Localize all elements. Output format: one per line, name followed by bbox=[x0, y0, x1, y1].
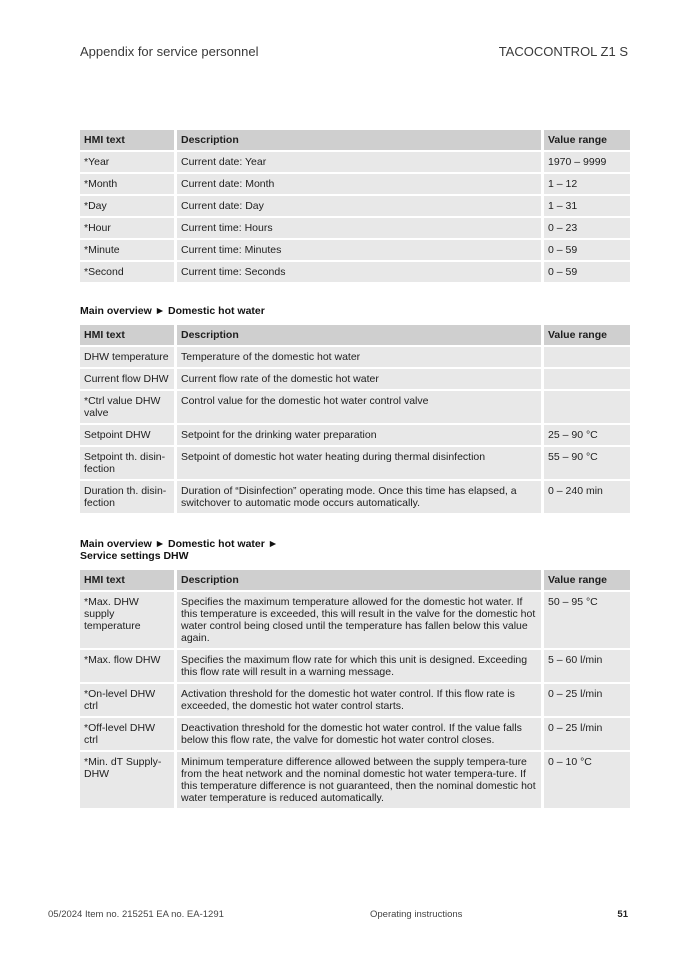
table-row bbox=[80, 152, 630, 172]
table-row bbox=[80, 425, 630, 445]
range-cell: 0 – 59 bbox=[544, 262, 630, 282]
hmi-cell: *On-level DHW ctrl bbox=[80, 684, 177, 716]
range-cell: 1970 – 9999 bbox=[544, 152, 630, 172]
table-service-settings-dhw bbox=[80, 568, 630, 810]
col-header-hmi: HMI text bbox=[80, 130, 177, 150]
description-cell: Current time: Seconds bbox=[177, 262, 544, 282]
hmi-cell: *Minute bbox=[80, 240, 177, 260]
section-title-line: Service settings DHW bbox=[80, 550, 189, 562]
range-cell: 0 – 10 °C bbox=[544, 752, 630, 808]
description-cell: Activation threshold for the domestic hot water control. If this flow rate is exceeded, the domestic hot water control starts. bbox=[177, 684, 544, 716]
hmi-cell: *Ctrl value DHW valve bbox=[80, 391, 177, 423]
description-cell: Current date: Year bbox=[177, 152, 544, 172]
range-cell bbox=[544, 347, 630, 367]
page-number: 51 bbox=[617, 909, 628, 920]
table-row bbox=[80, 369, 630, 389]
hmi-cell: *Hour bbox=[80, 218, 177, 238]
description-cell: Current time: Minutes bbox=[177, 240, 544, 260]
range-cell: 0 – 25 l/min bbox=[544, 684, 630, 716]
hmi-cell: *Off-level DHW ctrl bbox=[80, 718, 177, 750]
description-cell: Setpoint for the drinking water preparation bbox=[177, 425, 544, 445]
range-cell: 1 – 31 bbox=[544, 196, 630, 216]
description-cell: Current date: Day bbox=[177, 196, 544, 216]
table-row bbox=[80, 347, 630, 367]
hmi-cell: *Second bbox=[80, 262, 177, 282]
description-cell: Current date: Month bbox=[177, 174, 544, 194]
hmi-cell: *Day bbox=[80, 196, 177, 216]
hmi-cell: *Max. DHW supply temperature bbox=[80, 592, 177, 648]
table-row bbox=[80, 481, 630, 513]
range-cell: 0 – 240 min bbox=[544, 481, 630, 513]
table-row bbox=[80, 650, 630, 682]
table-row bbox=[80, 684, 630, 716]
description-cell: Specifies the maximum flow rate for which this unit is designed. Exceeding this flow rate will result in a warning message. bbox=[177, 650, 544, 682]
description-cell: Current time: Hours bbox=[177, 218, 544, 238]
header-product: TACOCONTROL Z1 S bbox=[498, 44, 628, 59]
section-title-service-settings-dhw bbox=[80, 538, 278, 562]
hmi-cell: *Year bbox=[80, 152, 177, 172]
footer-item-number: 05/2024 Item no. 215251 EA no. EA-1291 bbox=[48, 909, 224, 920]
description-cell: Deactivation threshold for the domestic hot water control. If the value falls below this flow rate, the valve for domestic hot water control closes. bbox=[177, 718, 544, 750]
section-title-line: Main overview ► Domestic hot water ► bbox=[80, 538, 279, 550]
table-header-row bbox=[80, 130, 630, 150]
table-row bbox=[80, 752, 630, 808]
hmi-cell: DHW temperature bbox=[80, 347, 177, 367]
hmi-cell: Setpoint th. disin-fection bbox=[80, 447, 177, 479]
col-header-range: Value range bbox=[544, 325, 630, 345]
range-cell: 25 – 90 °C bbox=[544, 425, 630, 445]
table-domestic-hot-water bbox=[80, 323, 630, 515]
col-header-description: Description bbox=[177, 325, 544, 345]
hmi-cell: *Month bbox=[80, 174, 177, 194]
description-cell: Current flow rate of the domestic hot water bbox=[177, 369, 544, 389]
footer-document-type: Operating instructions bbox=[370, 909, 463, 920]
range-cell: 0 – 25 l/min bbox=[544, 718, 630, 750]
table-row bbox=[80, 240, 630, 260]
col-header-range: Value range bbox=[544, 130, 630, 150]
table-date-time bbox=[80, 128, 630, 284]
range-cell: 55 – 90 °C bbox=[544, 447, 630, 479]
table-row bbox=[80, 447, 630, 479]
table-row bbox=[80, 196, 630, 216]
range-cell: 0 – 23 bbox=[544, 218, 630, 238]
table-row bbox=[80, 718, 630, 750]
description-cell: Temperature of the domestic hot water bbox=[177, 347, 544, 367]
range-cell bbox=[544, 369, 630, 389]
hmi-cell: Setpoint DHW bbox=[80, 425, 177, 445]
hmi-cell: Duration th. disin-fection bbox=[80, 481, 177, 513]
table-row bbox=[80, 174, 630, 194]
description-cell: Minimum temperature difference allowed between the supply tempera-ture from the heat network and the nominal domestic hot water tempera-ture. If this temperature difference is not guaranteed, then the nominal domestic hot water temperature is reduced automatically. bbox=[177, 752, 544, 808]
section-title-domestic-hot-water: Main overview ► Domestic hot water bbox=[80, 305, 265, 317]
table-row bbox=[80, 592, 630, 648]
range-cell bbox=[544, 391, 630, 423]
col-header-range: Value range bbox=[544, 570, 630, 590]
table-row bbox=[80, 262, 630, 282]
col-header-hmi: HMI text bbox=[80, 325, 177, 345]
hmi-cell: *Min. dT Supply-DHW bbox=[80, 752, 177, 808]
hmi-cell: *Max. flow DHW bbox=[80, 650, 177, 682]
range-cell: 0 – 59 bbox=[544, 240, 630, 260]
col-header-description: Description bbox=[177, 130, 544, 150]
description-cell: Setpoint of domestic hot water heating during thermal disinfection bbox=[177, 447, 544, 479]
header-title: Appendix for service personnel bbox=[80, 44, 259, 59]
description-cell: Control value for the domestic hot water control valve bbox=[177, 391, 544, 423]
table-header-row bbox=[80, 325, 630, 345]
col-header-description: Description bbox=[177, 570, 544, 590]
table-row bbox=[80, 218, 630, 238]
range-cell: 1 – 12 bbox=[544, 174, 630, 194]
description-cell: Specifies the maximum temperature allowed for the domestic hot water. If this temperature is exceeded, this will result in the valve for the domestic hot water control being closed until the temperature has fallen below this value again. bbox=[177, 592, 544, 648]
hmi-cell: Current flow DHW bbox=[80, 369, 177, 389]
table-row bbox=[80, 391, 630, 423]
range-cell: 50 – 95 °C bbox=[544, 592, 630, 648]
table-header-row bbox=[80, 570, 630, 590]
description-cell: Duration of “Disinfection” operating mode. Once this time has elapsed, a switchover to automatic mode occurs automatically. bbox=[177, 481, 544, 513]
range-cell: 5 – 60 l/min bbox=[544, 650, 630, 682]
col-header-hmi: HMI text bbox=[80, 570, 177, 590]
